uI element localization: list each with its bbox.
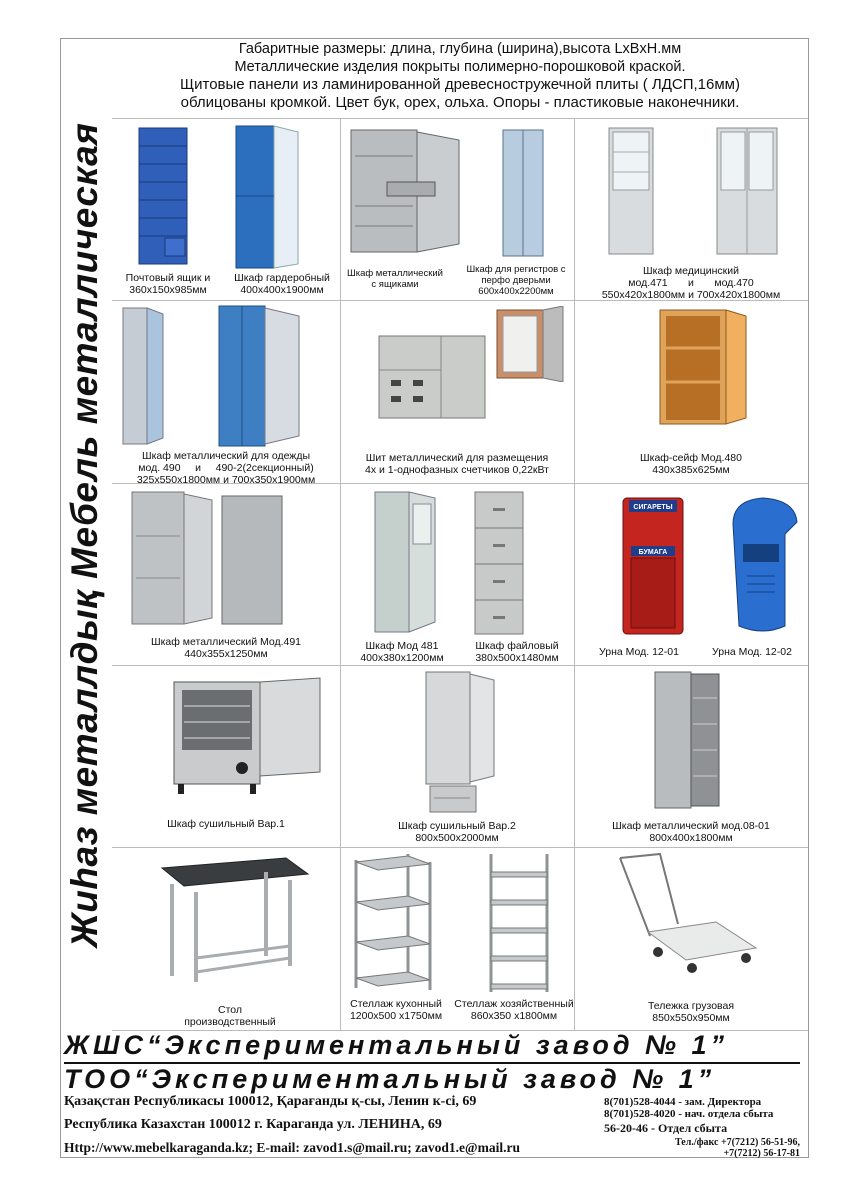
product-caption: Шкаф металлический мод.08-01 800х400х1800мм [612, 820, 770, 844]
svg-text:БУМАГА: БУМАГА [638, 549, 668, 556]
product-caption: Шкаф-сейф Мод.480 430х385х625мм [640, 452, 742, 476]
drying-cabinet-image [170, 676, 324, 798]
product-caption: Шкаф металлический с ящиками [347, 268, 443, 290]
product-caption: Шит металлический для размещения 4х и 1-однофазных счетчиков 0,22кВт [365, 452, 549, 476]
product-caption: Шкаф для регистров с перфо дверьми 600х400х2200мм [466, 264, 566, 297]
product-caption: Почтовый ящик и 360х150х985мм [125, 272, 211, 296]
company-title-ru: ТОО“Экспериментальный завод № 1” [64, 1064, 716, 1094]
grid-line [112, 847, 808, 848]
file-cabinet-image [470, 490, 528, 636]
company-title-kz: ЖШС“Экспериментальный завод № 1” [64, 1030, 728, 1060]
fax: Тел./факс +7(7212) 56-51-96, +7(7212) 56-17-81 [674, 1137, 800, 1159]
medical-cabinet-image [604, 124, 658, 256]
phone: 56-20-46 - Отдел сбыта [604, 1121, 728, 1135]
clothes-cabinet-image [214, 304, 304, 448]
safe-cabinet-image [656, 306, 750, 430]
website-email[interactable]: Http://www.mebelkaraganda.kz; E-mail: zavod1.s@mail.ru; zavod1.e@mail.ru [64, 1140, 520, 1155]
header-line: Металлические изделия покрыты полимерно-порошковой краской. [234, 59, 686, 75]
drawer-cabinet-image [346, 126, 464, 256]
grid-line [112, 118, 808, 119]
metal-cabinet-0801-image [650, 668, 724, 812]
urn-12-01-image [616, 494, 690, 638]
sidebar [60, 40, 110, 1030]
grid-line [112, 665, 808, 666]
product-caption: Шкаф гардеробный 400х400х1900мм [234, 272, 330, 296]
product-caption: Стеллаж хозяйственный 860х350 х1800мм [454, 998, 574, 1022]
meter-box-image [376, 334, 488, 420]
product-caption: Урна Мод. 12-01 [599, 646, 679, 658]
cargo-trolley-image [612, 852, 760, 978]
header-line: Щитовые панели из ламинированной древесностружечной плиты ( ЛДСП,16мм) [180, 76, 740, 93]
wardrobe-image [232, 124, 304, 270]
product-caption: Шкаф сушильный Вар.1 [167, 818, 285, 830]
product-caption: Шкаф металлический Мод.491 440х355х1250мм [150, 636, 302, 660]
product-caption: Урна Мод. 12-02 [712, 646, 792, 658]
phone: 8(701)528-4020 - нач. отдела сбыта [604, 1108, 774, 1120]
product-caption: Шкаф медицинский мод.471 и мод.470 550х420х1800мм и 700х420х1800мм [601, 265, 781, 301]
product-caption: Стеллаж кухонный 1200х500 х1750мм [349, 998, 443, 1022]
household-rack-image [484, 850, 556, 996]
clothes-cabinet-image [118, 304, 168, 446]
product-caption: Тележка грузовая 850х550х950мм [647, 1000, 735, 1024]
address-kz: Қазақстан Республикасы 100012, Қарағанды қ-сы, Ленин к-сі, 69 [64, 1094, 477, 1109]
urn-12-02-image [722, 494, 802, 636]
sidebar-title: Жиhаз металлдық Мебель металлическая [64, 122, 105, 948]
medical-cabinet-image [712, 124, 782, 256]
cabinet-481-image [370, 488, 442, 636]
product-caption: Шкаф файловый 380х500х1480мм [475, 640, 559, 664]
product-caption: Шкаф металлический для одежды мод. 490 и 490-2(2секционный) 325х550х1800мм и 700х350х1900мм [136, 450, 316, 486]
header [112, 40, 808, 118]
header-line: Габаритные размеры: длина, глубина (ширина),высота LxBxH.мм [238, 41, 682, 57]
product-caption: Стол производственный [184, 1004, 276, 1028]
product-caption: Шкаф сушильный Вар.2 800х500х2000мм [398, 820, 516, 844]
grid-line [340, 118, 341, 1030]
address-ru: Республика Казахстан 100012 г. Караганда ул. ЛЕНИНА, 69 [64, 1117, 442, 1132]
cabinet-491-image [128, 488, 288, 630]
phone: 8(701)528-4044 - зам. Директора [604, 1096, 762, 1108]
production-table-image [156, 854, 312, 986]
meter-box-image [494, 306, 566, 382]
mailbox-image [133, 124, 193, 266]
phone-list [604, 1096, 773, 1134]
register-cabinet-image [498, 128, 548, 258]
product-caption: Шкаф Мод 481 400х380х1200мм [360, 640, 444, 664]
grid-line [574, 118, 575, 1030]
svg-text:СИГАРЕТЫ: СИГАРЕТЫ [633, 504, 673, 511]
header-line: облицованы кромкой. Цвет бук, орех, ольха. Опоры - пластиковые наконечники. [180, 94, 740, 111]
drying-cabinet-image [418, 668, 498, 818]
kitchen-rack-image [348, 850, 436, 994]
